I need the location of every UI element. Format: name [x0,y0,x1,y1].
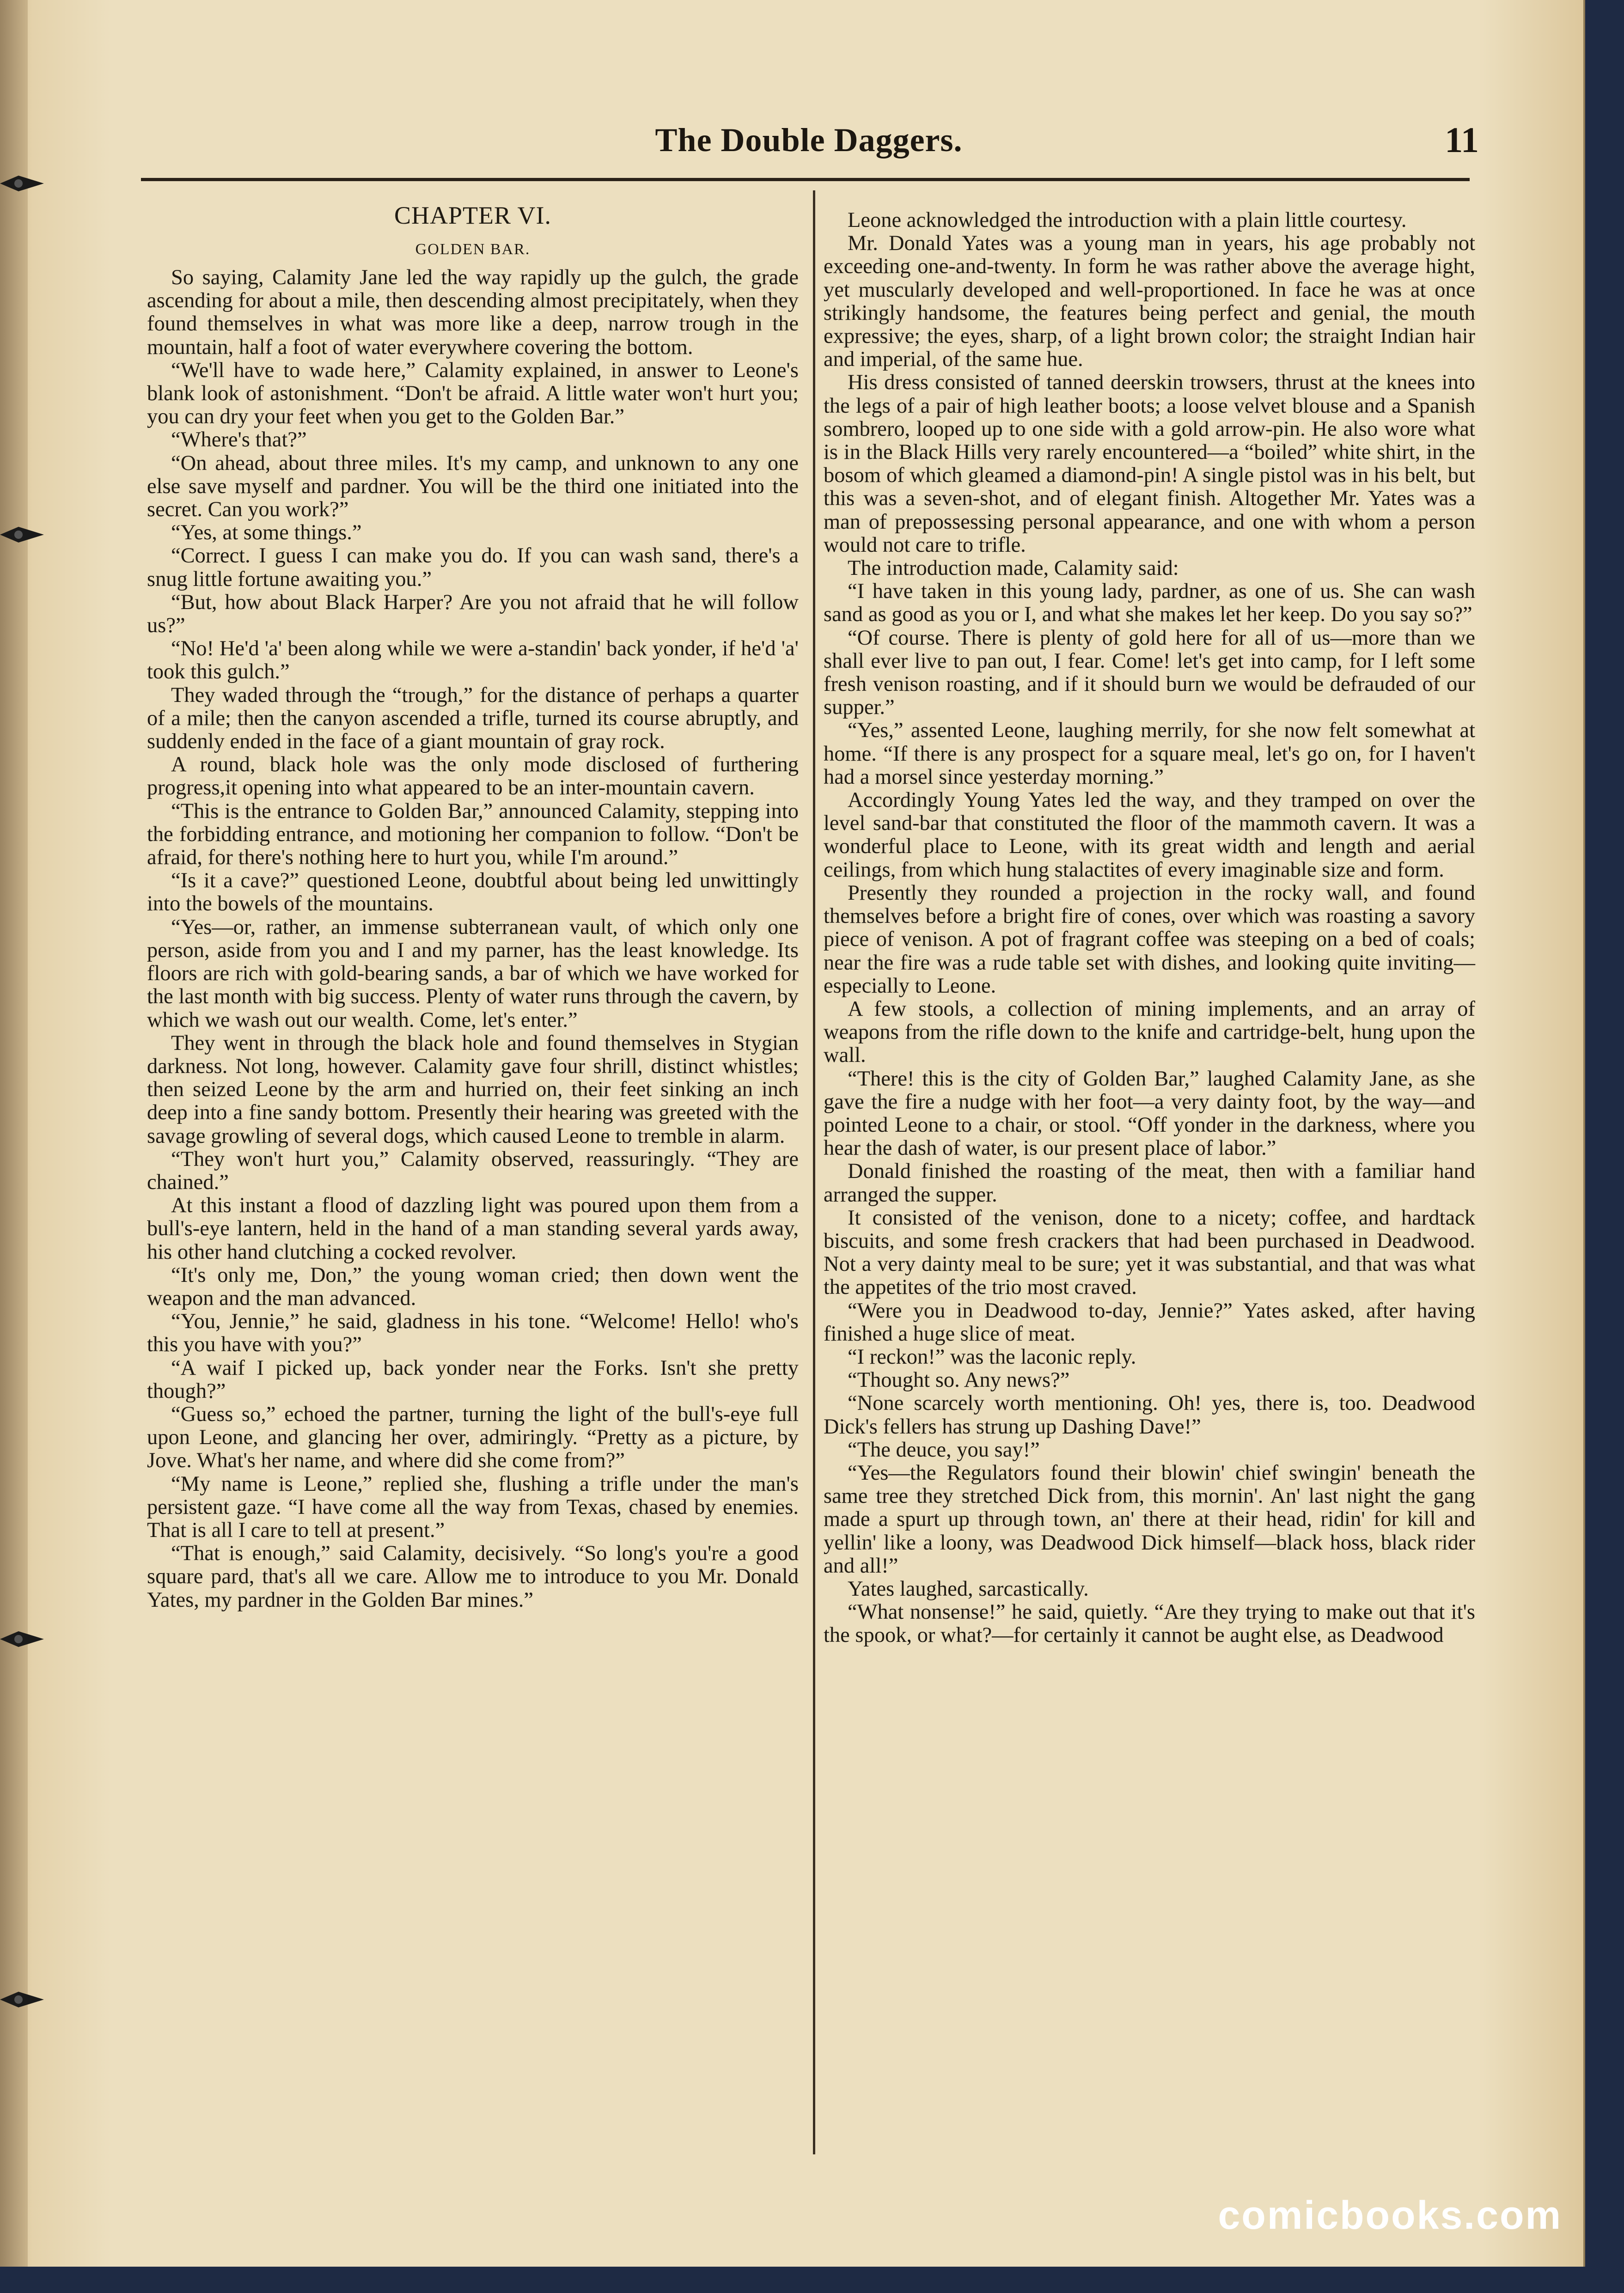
paragraph: “No! He'd 'a' been along while we were a-standin' back yonder, if he'd 'a' took this gulch.” [147,637,799,684]
staple-icon [0,1627,44,1652]
paragraph: Accordingly Young Yates led the way, and they tramped on over the level sand-bar that constituted the floor of the mammoth cavern. It was a wonderful place to Leone, with its great width and length and aerial ceilings, from which hung stalactites of every imaginable size and form. [824,788,1475,882]
paragraph: A few stools, a collection of mining implements, and an array of weapons from the rifle down to the knife and cartridge-belt, hung upon the wall. [824,997,1475,1067]
paragraph: They went in through the black hole and found themselves in Stygian darkness. Not long, however. Calamity gave four shrill, distinct whistles; then seized Leone by the arm and hurried on, their feet sinking an inch deep into a fine sandy bottom. Presently their hearing was greeted with the savage growling of several dogs, which caused Leone to tremble in alarm. [147,1031,799,1148]
paragraph: “Yes—the Regulators found their blowin' chief swingin' beneath the same tree they stretched Dick from, this mornin'. An' last night the gang made a spurt up through town, an' there at their head, ridin' for kill and yellin' like a loony, was Deadwood Dick himself—black hoss, black rider and all!” [824,1461,1475,1578]
paragraph: “Were you in Deadwood to-day, Jennie?” Yates asked, after having finished a huge slice of meat. [824,1299,1475,1346]
paragraph: A round, black hole was the only mode disclosed of furthering progress,it opening into what appeared to be an inter-mountain cavern. [147,753,799,800]
paragraph: “You, Jennie,” he said, gladness in his tone. “Welcome! Hello! who's this you have with you?” [147,1310,799,1357]
paragraph: Donald finished the roasting of the meat, then with a familiar hand arranged the supper. [824,1159,1475,1207]
paragraph: “Is it a cave?” questioned Leone, doubtful about being led unwittingly into the bowels of the mountains. [147,869,799,916]
paragraph: They waded through the “trough,” for the distance of perhaps a quarter of a mile; then the canyon ascended a trifle, turned its course abruptly, and suddenly ended in the face of a giant mountain of gray rock. [147,683,799,754]
paragraph: It consisted of the venison, done to a nicety; coffee, and hardtack biscuits, and some fresh crackers that had been purchased in Deadwood. Not a very dainty meal to be sure; yet it was substantial, and that was what the appetites of the trio most craved. [824,1206,1475,1299]
paragraph: “They won't hurt you,” Calamity observed, reassuringly. “They are chained.” [147,1147,799,1194]
staple-icon [0,171,44,196]
paragraph: At this instant a flood of dazzling light was poured upon them from a bull's-eye lantern, held in the hand of a man standing several yards away, his other hand clutching a cocked revolver. [147,1194,799,1264]
paragraph: “Yes—or, rather, an immense subterranean vault, of which only one person, aside from you and I and my parner, has the least knowledge. Its floors are rich with gold-bearing sands, a bar of which we have worked for the last month with big success. Plenty of water runs through the cavern, by which we wash out our wealth. Come, let's enter.” [147,915,799,1032]
paragraph: Yates laughed, sarcastically. [848,1577,1089,1601]
paragraph: Leone acknowledged the introduction with a plain little courtesy. [848,208,1407,232]
binding-edge [0,0,28,2267]
paragraph: Presently they rounded a projection in the rocky wall, and found themselves before a bright fire of cones, over which was roasting a savory piece of venison. A pot of fragrant coffee was steeping on a bed of coals; near the fire was a rude table set with dishes, and looking quite inviting—especially to Leone. [824,881,1475,998]
staple-icon [0,522,44,547]
paragraph: His dress consisted of tanned deerskin trowsers, thrust at the knees into the legs of a pair of high leather boots; a loose velvet blouse and a Spanish sombrero, looped up to one side with a gold arrow-pin. He also wore what is in the Black Hills very rarely encountered—a “boiled” white shirt, in the bosom of which gleamed a diamond-pin! A single pistol was in his belt, but this was a seven-shot, and of elegant finish. Altogether Mr. Yates was a man of prepossessing personal appearance, and one with whom a person would not care to trifle. [824,371,1475,557]
paragraph: “I have taken in this young lady, pardner, as one of us. She can wash sand as good as you or I, and what she makes let her keep. Do you say so?” [824,579,1475,627]
paragraph: “Of course. There is plenty of gold here for all of us—more than we shall ever live to pan out, I fear. Come! let's get into camp, for I left some fresh venison roasting, and if it should burn we would be defrauded of our supper.” [824,626,1475,720]
paragraph: “That is enough,” said Calamity, decisively. “So long's you're a good square pard, that's all we care. Allow me to introduce to you Mr. Donald Yates, my pardner in the Golden Bar mines.” [147,1542,799,1612]
paragraph: “We'll have to wade here,” Calamity explained, in answer to Leone's blank look of astonishment. “Don't be afraid. A little water won't hurt you; you can dry your feet when you get to the Golden Bar.” [147,358,799,429]
header-rule [141,178,1470,181]
paragraph: “Yes, at some things.” [171,521,362,545]
paragraph: “My name is Leone,” replied she, flushing a trifle under the man's persistent gaze. “I have come all the way from Texas, chased by enemies. That is all I care to tell at present.” [147,1472,799,1542]
right-column [824,209,1475,1647]
paragraph: So saying, Calamity Jane led the way rapidly up the gulch, the grade ascending for about a mile, then descending almost precipitately, when they found themselves in what was more like a deep, narrow trough in the mountain, half a foot of water everywhere covering the bottom. [147,266,799,359]
paragraph: “But, how about Black Harper? Are you not afraid that he will follow us?” [147,590,799,638]
chapter-subtitle: GOLDEN BAR. [415,241,531,258]
paragraph: Mr. Donald Yates was a young man in years, his age probably not exceeding one-and-twenty. In form he was rather above the average hight, yet muscularly developed and well-proportioned. In face he was at once strikingly handsome, the features being perfect and genial, the mouth expressive; the eyes, sharp, of a light brown color; the straight Indian hair and imperial, of the same hue. [824,232,1475,372]
scan-background [0,2267,1624,2293]
paragraph: “Where's that?” [171,428,307,452]
paragraph: “Guess so,” echoed the partner, turning the light of the bull's-eye full upon Leone, and glancing her over, admiringly. “Pretty as a picture, by Jove. What's her name, and where did she come from?” [147,1402,799,1473]
paragraph: The introduction made, Calamity said: [848,556,1179,580]
chapter-heading: CHAPTER VI. [394,201,552,229]
paragraph: “Thought so. Any news?” [848,1368,1070,1392]
paragraph: “What nonsense!” he said, quietly. “Are they trying to make out that it's the spook, or what?—for certainly it cannot be aught else, as Deadwood [824,1600,1475,1647]
paragraph: “The deuce, you say!” [848,1438,1040,1462]
column-divider [813,190,815,2154]
paragraph: “None scarcely worth mentioning. Oh! yes, there is, too. Deadwood Dick's fellers has strung up Dashing Dave!” [824,1391,1475,1439]
paragraph: “Yes,” assented Leone, laughing merrily, for she now felt somewhat at home. “If there is any prospect for a square meal, let's go on, for I haven't had a morsel since yesterday morning.” [824,719,1475,789]
left-column [147,193,799,1612]
paragraph: “Correct. I guess I can make you do. If you can wash sand, there's a snug little fortune awaiting you.” [147,544,799,591]
page-number: 11 [1445,120,1479,160]
running-header-title: The Double Daggers. [655,122,963,159]
paragraph: “This is the entrance to Golden Bar,” announced Calamity, stepping into the forbidding entrance, and motioning her companion to follow. “Don't be afraid, for there's nothing here to hurt you, while I'm around.” [147,799,799,870]
paragraph: “I reckon!” was the laconic reply. [848,1345,1136,1369]
watermark: comicbooks.com [1218,2193,1562,2238]
paragraph: “A waif I picked up, back yonder near the Forks. Isn't she pretty though?” [147,1356,799,1403]
staple-icon [0,1987,44,2012]
paragraph: “It's only me, Don,” the young woman cried; then down went the weapon and the man advanced. [147,1263,799,1310]
paragraph: “On ahead, about three miles. It's my camp, and unknown to any one else save myself and pardner. You will be the third one initiated into the secret. Can you work?” [147,451,799,522]
paragraph: “There! this is the city of Golden Bar,” laughed Calamity Jane, as she gave the fire a nudge with her foot—a very dainty foot, by the way—and pointed Leone to a chair, or stool. “Off yonder in the darkness, where you hear the dash of water, is our present place of labor.” [824,1067,1475,1160]
